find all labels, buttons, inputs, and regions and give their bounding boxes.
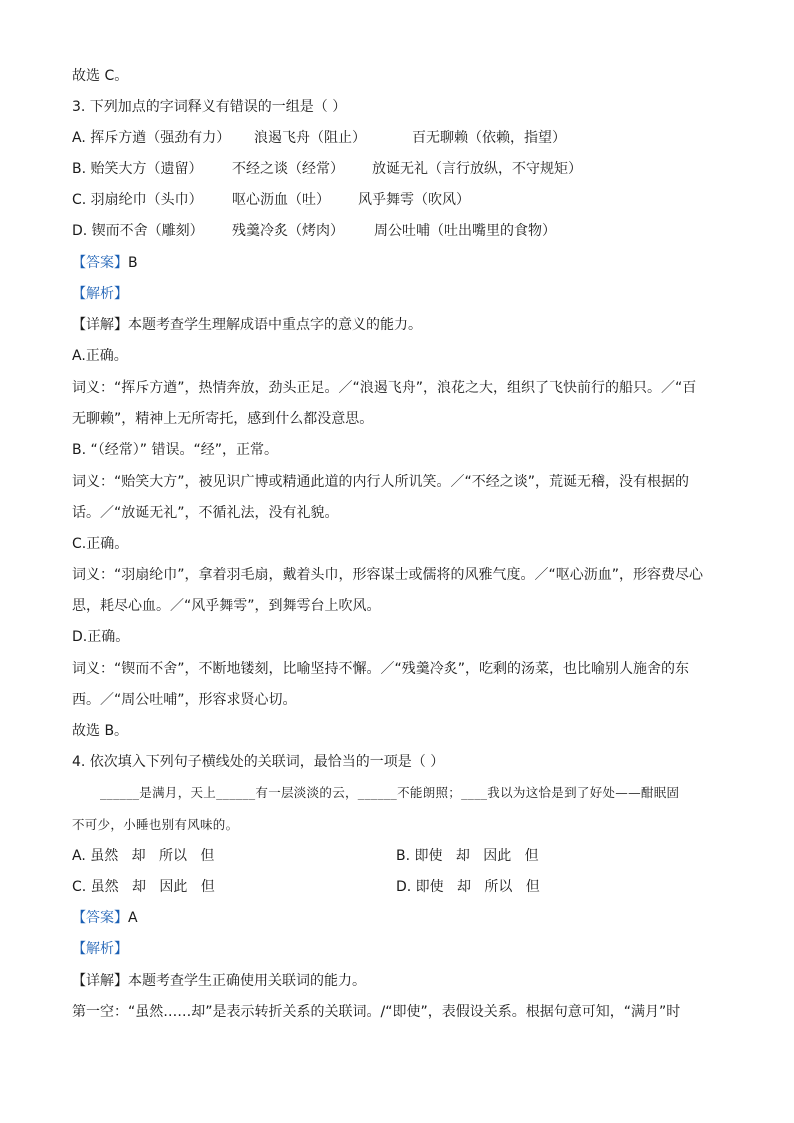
option-3a-part2: 浪遏飞舟（阻止） [254,130,366,146]
option-4b-w2: 却 [455,848,470,864]
option-4c [72,877,215,897]
option-4c-w4: 但 [200,879,215,895]
option-3c-part3: 风乎舞雩（吹风） [358,192,470,208]
answer-3 [72,253,138,273]
option-3c-part2: 呕心沥血（吐） [232,192,330,208]
answer-4-value: A [128,910,138,926]
option-4b-w1: B. 即使 [396,848,443,864]
option-3b [72,159,582,179]
option-4d [396,877,540,897]
option-3b-part2: 不经之谈（经常） [232,161,344,177]
option-3d [72,221,556,241]
option-3a [72,128,566,148]
b-meaning-line1: 词义：“贻笑大方”，被见识广博或精通此道的内行人所讥笑。／“不经之谈”，荒诞无稽，没有根据的 [72,474,690,490]
conclusion-c: 故选 C。 [72,68,129,84]
option-3d-part3: 周公吐哺（吐出嘴里的食物） [374,223,556,239]
option-4a-w3: 所以 [158,848,187,864]
b-error: B. “（经常）” 错误。“经”，正常。 [72,442,278,458]
option-4c-w2: 却 [132,879,147,895]
option-4c-w3: 因此 [159,879,188,895]
a-meaning-line2: 无聊赖”，精神上无所寄托，感到什么都没意思。 [72,411,374,427]
question-3: 3. 下列加点的字词释义有错误的一组是（ ） [72,99,347,115]
d-meaning-line2: 西。／“周公吐哺”，形容求贤心切。 [72,692,297,708]
first-blank-explanation: 第一空：“虽然……却”是表示转折关系的关联词。/“即使”，表假设关系。根据句意可知，“满月”时 [72,1004,681,1020]
option-3a-part1: A. 挥斥方遒（强劲有力） [72,130,231,146]
option-4c-w1: C. 虽然 [72,879,119,895]
option-4b [396,846,539,866]
option-3d-part2: 残羹冷炙（烤肉） [232,223,344,239]
a-correct: A.正确。 [72,348,128,364]
detail-3-tag: 【详解】 [72,317,128,333]
detail-4 [72,971,366,991]
passage-line1: ______是满月，天上______有一层淡淡的云，______不能朗照；____我以为这恰是到了好处——酣眠固 [100,785,680,800]
answer-3-value: B [128,255,138,271]
detail-3-text: 本题考查学生理解成语中重点字的意义的能力。 [128,317,422,333]
option-3a-part3: 百无聊赖（依赖，指望） [412,130,566,146]
b-meaning-line2: 话。／“放诞无礼”，不循礼法，没有礼貌。 [72,505,339,521]
option-3d-part1: D. 锲而不舍（雕刻） [72,223,204,239]
detail-3 [72,315,422,335]
option-4b-w4: 但 [524,848,539,864]
analysis-3-tag: 【解析】 [72,286,128,302]
a-meaning-line1: 词义：“挥斥方遒”，热情奔放，劲头正足。／“浪遏飞舟”，浪花之大，组织了飞快前行的船只。／“百 [72,380,697,396]
option-4d-w3: 所以 [484,879,513,895]
option-4a-w1: A. 虽然 [72,848,119,864]
answer-4-tag: 【答案】 [72,910,128,926]
option-4a-w2: 却 [131,848,146,864]
analysis-4-tag: 【解析】 [72,941,128,957]
answer-4 [72,908,138,928]
d-meaning-line1: 词义：“锲而不舍”，不断地镂刻，比喻坚持不懈。／“残羹冷炙”，吃剩的汤菜，也比喻别人施舍的东 [72,661,690,677]
c-meaning-line2: 思，耗尽心血。／“风乎舞雩”，到舞雩台上吹风。 [72,598,381,614]
option-3c [72,190,470,210]
answer-3-tag: 【答案】 [72,255,128,271]
c-meaning-line1: 词义：“羽扇纶巾”，拿着羽毛扇，戴着头巾，形容谋士或儒将的风雅气度。／“呕心沥血”，形容费尽心 [72,567,704,583]
option-3b-part1: B. 贻笑大方（遗留） [72,161,203,177]
detail-4-text: 本题考查学生正确使用关联词的能力。 [128,973,366,989]
option-4b-w3: 因此 [483,848,512,864]
c-correct: C.正确。 [72,536,129,552]
option-4d-w4: 但 [525,879,540,895]
option-4d-w1: D. 即使 [396,879,444,895]
detail-4-tag: 【详解】 [72,973,128,989]
d-correct: D.正确。 [72,629,130,645]
option-3c-part1: C. 羽扇纶巾（头巾） [72,192,203,208]
option-3b-part3: 放诞无礼（言行放纵，不守规矩） [372,161,582,177]
conclusion-b: 故选 B。 [72,723,129,739]
option-4d-w2: 却 [457,879,472,895]
option-4a [72,846,214,866]
option-4a-w4: 但 [200,848,215,864]
question-4: 4. 依次填入下列句子横线处的关联词，最恰当的一项是（ ） [72,754,445,770]
passage-line2: 不可少，小睡也别有风味的。 [72,817,239,832]
